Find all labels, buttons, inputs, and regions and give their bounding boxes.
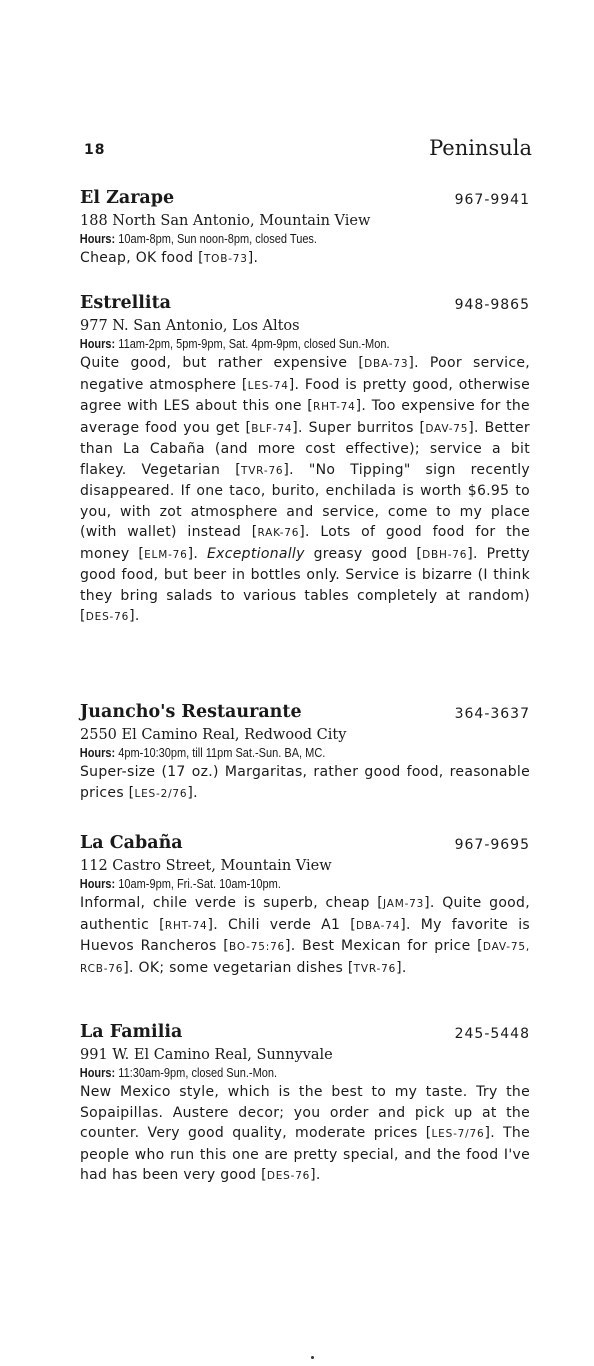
review-fragment: ]. (187, 545, 208, 562)
reviewer-tag: DES-76 (266, 1170, 311, 1182)
review-fragment: ]. My favorite is Huevos Rancheros [ (80, 916, 530, 954)
page-header (84, 136, 532, 166)
reviewer-tag: BO-75:76 (229, 941, 286, 953)
reviewer-tag: LES-7/76 (431, 1128, 485, 1140)
review-fragment: ]. Food is pretty good, otherwise agree with LES about this one [ (80, 376, 530, 414)
review-fragment: Cheap, OK food [ (80, 250, 204, 266)
restaurant-name: El Zarape (80, 188, 175, 208)
reviewer-tag: RAK-76 (257, 527, 300, 539)
reviewer-tag: TOB-73 (203, 253, 248, 265)
hours-text: 11:30am-9pm, closed Sun.-Mon. (118, 1066, 278, 1080)
restaurant-hours (78, 1065, 476, 1082)
reviewer-tag: DAV-75, RCB-76 (80, 941, 530, 975)
restaurant-entry-juanchos-restaurante (78, 702, 530, 804)
section-title: Peninsula (429, 136, 532, 160)
restaurant-address: 112 Castro Street, Mountain View (80, 858, 332, 874)
reviewer-tag: RHT-74 (313, 401, 356, 413)
phone-number: 245-5448 (454, 1026, 530, 1042)
restaurant-address: 188 North San Antonio, Mountain View (80, 213, 371, 229)
restaurant-entry-la-familia (78, 1022, 530, 1187)
hours-label: Hours: (79, 746, 116, 760)
entry-heading (78, 833, 530, 857)
restaurant-entry-estrellita (78, 293, 530, 628)
review-fragment: ]. Super burritos [ (292, 419, 426, 436)
entry-heading (78, 702, 530, 726)
restaurant-entry-el-zarape (78, 188, 530, 270)
reviewer-tag: DAV-75 (425, 422, 469, 435)
entry-heading (78, 293, 530, 317)
review-text (78, 248, 530, 270)
phone-number: 948-9865 (454, 297, 530, 313)
review-fragment: ]. OK; some vegetarian dishes [ (123, 959, 354, 976)
hours-text: 4pm-10:30pm, till 11pm Sat.-Sun. BA, MC. (118, 746, 326, 760)
restaurant-address: 2550 El Camino Real, Redwood City (80, 727, 347, 743)
hours-text: 10am-9pm, Fri.-Sat. 10am-10pm. (118, 877, 281, 891)
reviewer-tag: RHT-74 (164, 919, 208, 932)
phone-number: 967-9695 (454, 837, 530, 853)
reviewer-tag: JAM-73 (383, 898, 425, 910)
hours-label: Hours: (79, 337, 116, 351)
print-speck (311, 1356, 314, 1359)
review-fragment: ]. (396, 959, 407, 976)
review-text (78, 893, 530, 979)
hours-label: Hours: (79, 877, 116, 891)
reviewer-tag: LES-74 (247, 379, 289, 392)
review-fragment: ]. (129, 608, 140, 624)
hours-label: Hours: (79, 1066, 116, 1080)
phone-number: 364-3637 (454, 706, 530, 722)
entry-heading (78, 1022, 530, 1046)
reviewer-tag: TVR-76 (353, 962, 397, 975)
restaurant-hours (78, 336, 476, 353)
review-emphasis: Exceptionally (207, 545, 305, 562)
review-fragment: ]. Poor service, negative atmosphere [ (80, 355, 531, 393)
restaurant-address: 977 N. San Antonio, Los Altos (80, 318, 300, 334)
reviewer-tag: TVR-76 (240, 464, 284, 477)
review-fragment: greasy good [ (304, 545, 423, 562)
review-fragment: ]. Better than La Cabaña (and more cost effective); service a bit flakey. Vegetarian [ (80, 419, 530, 478)
restaurant-address: 991 W. El Camino Real, Sunnyvale (80, 1047, 333, 1063)
reviewer-tag: ELM-76 (144, 548, 188, 561)
reviewer-tag: DBH-76 (422, 548, 468, 561)
restaurant-name: Estrellita (80, 293, 171, 313)
reviewer-tag: DES-76 (85, 611, 130, 623)
review-fragment: ]. The people who run this one are pretty special, and the food I've had has been very good [ (80, 1125, 530, 1183)
review-fragment: ]. Best Mexican for price [ (285, 938, 483, 954)
reviewer-tag: DBA-73 (364, 358, 409, 370)
review-fragment: Super-size (17 oz.) Margaritas, rather good food, reasonable prices [ (80, 764, 530, 801)
reviewer-tag: LES-2/76 (134, 787, 188, 800)
hours-text: 10am-8pm, Sun noon-8pm, closed Tues. (118, 232, 318, 246)
phone-number: 967-9941 (454, 192, 530, 208)
review-fragment: New Mexico style, which is the best to my taste. Try the Sopaipillas. Austere decor; you order and pick up at the counter. Very good quality, moderate prices [ (80, 1084, 530, 1141)
review-fragment: Informal, chile verde is superb, cheap [ (80, 895, 384, 911)
review-fragment: ]. Chili verde A1 [ (207, 916, 357, 933)
review-fragment: ]. Pretty good food, but beer in bottles only. Service is bizarre (I think they bring salads to various tables completely at random) [ (80, 545, 530, 624)
restaurant-name: Juancho's Restaurante (80, 702, 302, 722)
restaurant-hours (78, 745, 476, 762)
review-fragment: ]. "No Tipping" sign recently disappeared. If one taco, burito, enchilada is worth $6.95 to you, with zot atmosphere and service, come to my place (with wallet) instead [ (80, 461, 530, 540)
review-fragment: ]. (187, 784, 198, 801)
restaurant-name: La Familia (80, 1022, 183, 1042)
review-fragment: ]. Lots of good food for the money [ (80, 524, 530, 562)
reviewer-tag: BLF-74 (251, 422, 293, 435)
restaurant-hours (78, 231, 476, 248)
review-fragment: ]. (310, 1167, 321, 1183)
hours-label: Hours: (79, 232, 116, 246)
restaurant-entry-la-cabana (78, 833, 530, 979)
review-text (78, 353, 530, 628)
review-fragment: ]. Quite good, authentic [ (80, 895, 530, 933)
restaurant-hours (78, 876, 476, 893)
restaurant-name: La Cabaña (80, 833, 183, 853)
review-text (78, 1082, 530, 1187)
hours-text: 11am-2pm, 5pm-9pm, Sat. 4pm-9pm, closed Sun.-Mon. (118, 337, 390, 351)
review-text (78, 762, 530, 804)
review-fragment: ]. Too expensive for the average food you get [ (80, 398, 530, 436)
review-fragment: Quite good, but rather expensive [ (80, 355, 365, 371)
entry-heading (78, 188, 530, 212)
reviewer-tag: DBA-74 (356, 919, 401, 932)
page-number: 18 (84, 142, 106, 158)
review-fragment: ]. (247, 250, 259, 266)
